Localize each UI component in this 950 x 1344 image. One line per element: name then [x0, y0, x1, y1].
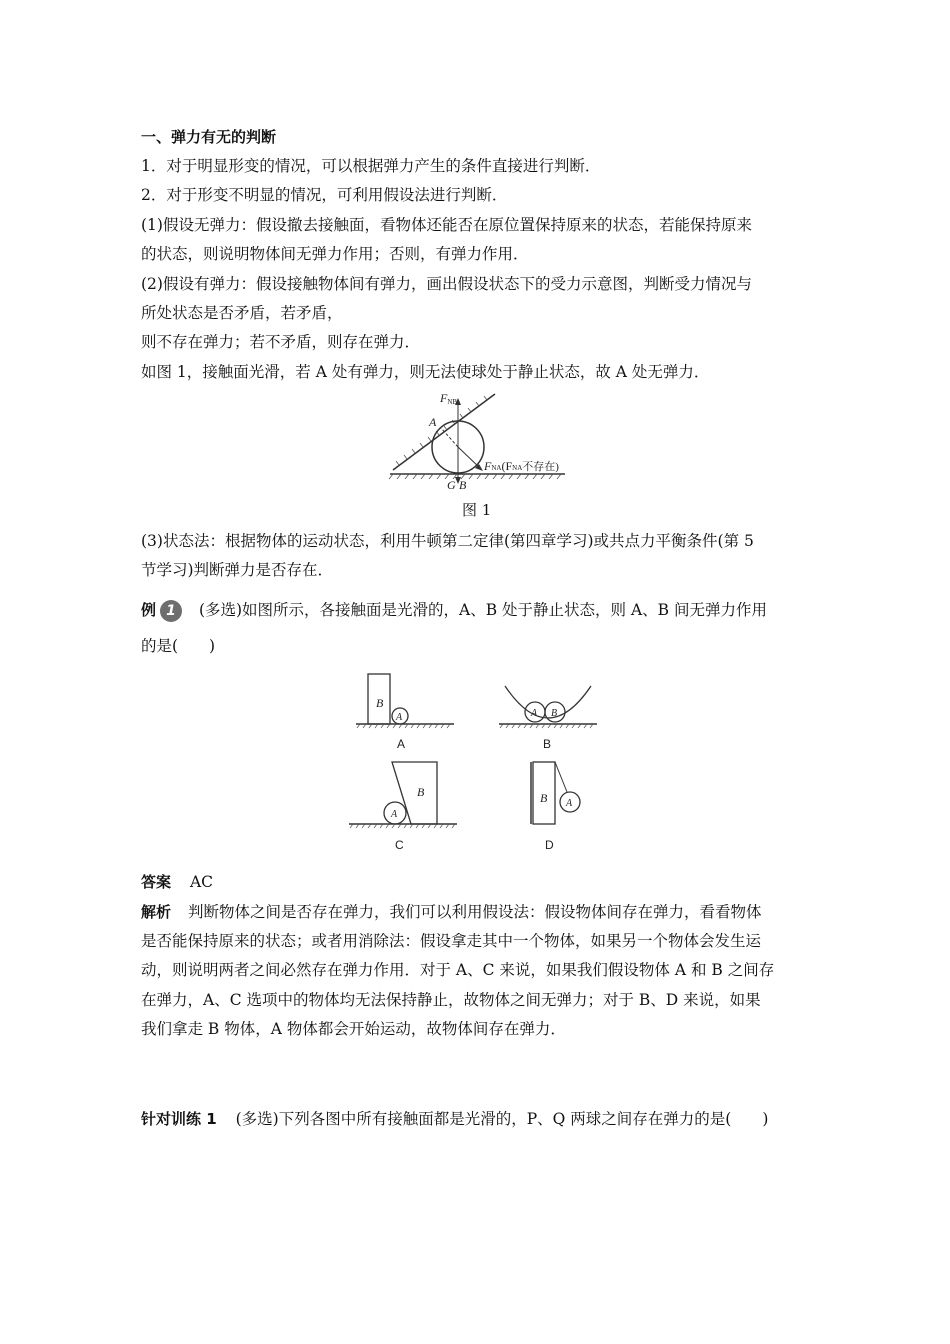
analysis-line-4: 在弹力，A、C 选项中的物体均无法保持静止，故物体之间无弹力；对于 B、D 来说，如果	[141, 991, 761, 1009]
training-text: (多选)下列各图中所有接触面都是光滑的，P、Q 两球之间存在弹力的是( )	[235, 1110, 769, 1128]
option-d-caption: D	[545, 838, 554, 852]
option-c-caption: C	[395, 838, 404, 852]
paragraph-4c: 则不存在弹力；若不矛盾，则存在弹力．	[141, 333, 421, 351]
paragraph-4a: (2)假设有弹力：假设接触物体间有弹力，画出假设状态下的受力示意图，判断受力情况与	[141, 275, 752, 293]
option-a-caption: A	[397, 737, 406, 751]
paragraph-5: 如图 1，接触面光滑，若 A 处有弹力，则无法使球处于静止状态，故 A 处无弹力．	[141, 363, 710, 381]
paragraph-3a: (1)假设无弹力：假设撤去接触面，看物体还能否在原位置保持原来的状态，若能保持原来	[141, 216, 752, 234]
answer-value: AC	[189, 873, 214, 891]
example-number-badge: 1	[160, 600, 182, 622]
option-d-string	[555, 762, 567, 792]
section-title: 一、弹力有无的判断	[141, 128, 277, 146]
option-b-diagram	[495, 670, 605, 755]
option-b-caption: B	[543, 737, 552, 751]
fna-arrow	[458, 447, 480, 468]
training-label: 针对训练 1	[141, 1110, 217, 1128]
example-label: 例	[141, 601, 157, 619]
option-c-diagram	[345, 758, 465, 858]
incline-hatching	[396, 396, 487, 465]
answer-line	[141, 872, 213, 892]
training-line	[141, 1109, 768, 1129]
option-a-block-label: B	[376, 696, 384, 710]
analysis-line-2: 是否能保持原来的状态；或者用消除法：假设拿走其中一个物体，如果另一个物体会发生运	[141, 932, 762, 950]
fna-label: FNA(FNA不存在)	[484, 459, 559, 473]
paragraph-3b: 的状态，则说明物体间无弹力作用；否则，有弹力作用．	[141, 245, 529, 263]
paragraph-4b: 所处状态是否矛盾，若矛盾，	[141, 304, 343, 322]
paragraph-6b: 节学习)判断弹力是否存在．	[141, 561, 334, 579]
analysis-line-5: 我们拿走 B 物体，A 物体都会开始运动，故物体间存在弹力．	[141, 1020, 566, 1038]
option-c-block-label: B	[417, 785, 425, 799]
example-text-b: 的是( )	[141, 637, 216, 655]
option-b-ball-a-label: A	[531, 708, 538, 719]
dashed-radius	[441, 428, 458, 447]
figure-1-caption: 图 1	[462, 501, 492, 519]
option-b-bowl	[505, 686, 591, 718]
option-c-ball-label: A	[391, 809, 398, 820]
analysis-label: 解析	[141, 903, 172, 921]
example-heading	[141, 600, 767, 622]
option-a-ball-label: A	[396, 712, 403, 723]
point-b-label: B	[459, 478, 467, 490]
paragraph-1: 1．对于明显形变的情况，可以根据弹力产生的条件直接进行判断．	[141, 157, 601, 175]
figure-1-diagram	[385, 390, 585, 490]
example-text-a: (多选)如图所示，各接触面是光滑的，A、B 处于静止状态，则 A、B 间无弹力作用	[198, 601, 767, 619]
analysis-text-1: 判断物体之间是否存在弹力，我们可以利用假设法：假设物体间存在弹力，看看物体	[187, 903, 762, 921]
paragraph-6a: (3)状态法：根据物体的运动状态，利用牛顿第二定律(第四章学习)或共点力平衡条件(第 5	[141, 532, 754, 550]
point-a-label: A	[429, 415, 437, 429]
option-d-ball-label: A	[566, 798, 573, 809]
option-b-ball-b-label: B	[551, 708, 558, 719]
option-a-diagram	[352, 670, 462, 755]
analysis-line-3: 动，则说明两者之间必然存在弹力作用．对于 A、C 来说，如果我们假设物体 A 和 B 之间存	[141, 961, 775, 979]
analysis-line-1	[141, 902, 761, 922]
paragraph-2: 2．对于形变不明显的情况，可利用假设法进行判断．	[141, 186, 508, 204]
gravity-label: G	[447, 478, 456, 490]
option-d-diagram	[515, 758, 595, 858]
option-c-wedge	[392, 762, 437, 824]
answer-label: 答案	[141, 873, 172, 891]
option-d-block-label: B	[540, 791, 548, 805]
fnb-label: FNB	[440, 391, 458, 406]
